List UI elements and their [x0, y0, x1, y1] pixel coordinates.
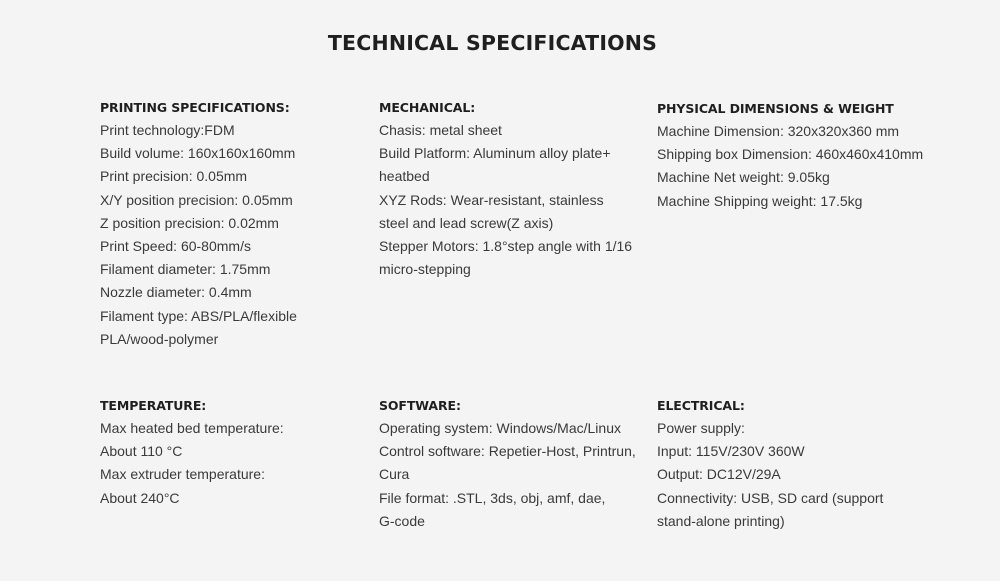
physical-dimensions-section — [657, 97, 927, 213]
mechanical-section — [379, 96, 649, 281]
spec-line: steel and lead screw(Z axis) — [379, 214, 554, 231]
spec-line: Power supply: — [657, 420, 745, 436]
spec-line: Nozzle diameter: 0.4mm — [100, 284, 252, 301]
spec-line: Input: 115V/230V 360W — [657, 443, 805, 460]
spec-line: Cura — [379, 466, 410, 483]
spec-line: heatbed — [379, 168, 430, 185]
spec-list — [657, 120, 927, 213]
spec-line: Filament type: ABS/PLA/flexible — [100, 307, 297, 324]
section-title: SOFTWARE: — [379, 398, 461, 413]
spec-list — [100, 119, 370, 351]
section-title: MECHANICAL: — [379, 100, 476, 115]
printing-specifications-section — [100, 96, 370, 351]
spec-line: Machine Dimension: 320x320x360 mm — [657, 123, 900, 139]
section-title: PRINTING SPECIFICATIONS: — [100, 100, 290, 115]
spec-list — [100, 417, 370, 510]
spec-line: Control software: Repetier-Host, Printrun, — [379, 443, 636, 460]
spec-line: Max heated bed temperature: — [100, 420, 284, 436]
spec-line: About 240°C — [100, 489, 180, 506]
spec-line: XYZ Rods: Wear-resistant, stainless — [379, 191, 604, 208]
spec-list — [379, 417, 649, 533]
spec-list — [657, 417, 927, 533]
spec-line: Output: DC12V/29A — [657, 466, 781, 483]
spec-line: Chasis: metal sheet — [379, 122, 502, 138]
spec-line: Print Speed: 60-80mm/s — [100, 238, 251, 255]
spec-line: Build volume: 160x160x160mm — [100, 145, 296, 162]
section-title: ELECTRICAL: — [657, 398, 745, 413]
spec-line: G-code — [379, 512, 425, 529]
spec-line: Print precision: 0.05mm — [100, 168, 248, 185]
section-title: PHYSICAL DIMENSIONS & WEIGHT — [657, 101, 894, 116]
spec-line: Operating system: Windows/Mac/Linux — [379, 420, 621, 436]
spec-line: Stepper Motors: 1.8°step angle with 1/16 — [379, 238, 633, 255]
spec-list — [379, 119, 649, 281]
spec-line: Max extruder temperature: — [100, 466, 265, 483]
spec-line: PLA/wood-polymer — [100, 330, 219, 347]
spec-line: Print technology:FDM — [100, 122, 235, 138]
spec-line: Shipping box Dimension: 460x460x410mm — [657, 146, 924, 163]
section-title: TEMPERATURE: — [100, 398, 207, 413]
spec-line: Z position precision: 0.02mm — [100, 214, 279, 231]
spec-line: micro-stepping — [379, 261, 471, 278]
spec-line: About 110 °C — [100, 443, 183, 460]
temperature-section — [100, 394, 370, 510]
spec-line: Machine Shipping weight: 17.5kg — [657, 192, 863, 209]
electrical-section — [657, 394, 927, 533]
spec-line: Filament diameter: 1.75mm — [100, 261, 271, 278]
page-title: TECHNICAL SPECIFICATIONS — [327, 31, 658, 55]
spec-line: stand-alone printing) — [657, 512, 785, 529]
spec-line: File format: .STL, 3ds, obj, amf, dae, — [379, 489, 606, 506]
spec-line: Connectivity: USB, SD card (support — [657, 489, 884, 506]
spec-line: Build Platform: Aluminum alloy plate+ — [379, 145, 611, 162]
software-section — [379, 394, 649, 533]
spec-line: X/Y position precision: 0.05mm — [100, 191, 293, 208]
spec-line: Machine Net weight: 9.05kg — [657, 169, 830, 186]
